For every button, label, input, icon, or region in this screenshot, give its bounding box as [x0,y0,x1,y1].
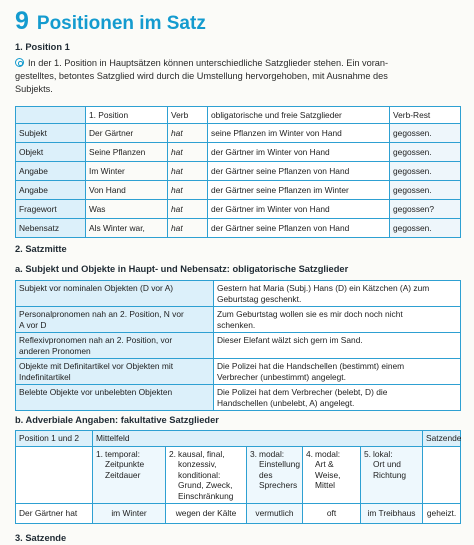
table-row [16,181,461,200]
example-cell [214,281,461,307]
example-cell [214,333,461,359]
rule-cell [16,359,214,385]
row-verb-rest: gegossen. [390,219,461,238]
example-cell: geheizt. [423,504,461,524]
col-line: Art & Weise, [315,459,341,480]
col-line: Richtung [373,469,407,480]
rule-line: Belebte Objekte vor unbelebten Objekten [19,387,173,397]
spiral-icon [15,58,24,67]
table-row [16,143,461,162]
col-number: 2. [169,448,176,459]
row-verb-rest: gegossen. [390,162,461,181]
table-row [16,162,461,181]
example-row [16,504,461,524]
col-line: temporal: [105,448,140,459]
intro-line-3: Subjekts. [15,84,53,94]
table-header-row [16,431,461,447]
chapter-title: Positionen im Satz [36,13,206,34]
intro-paragraph [15,57,465,96]
col-line: Zeitpunkte [105,459,145,469]
col-line: modal: [315,448,341,459]
rule-cell [16,385,214,411]
table-row [16,219,461,238]
intro-line-1: In der 1. Position in Hauptsätzen können unterschiedliche Satzglieder stehen. Ein voran- [28,58,389,68]
row-verb: hat [168,143,208,162]
row-satzglieder: der Gärtner seine Pflanzen im Winter [208,181,390,200]
example-line: Dieser Elefant wälzt sich gern im Sand. [217,335,363,345]
example-cell: oft [303,504,361,524]
mittelfeld-header: Mittelfeld [93,431,423,447]
example-line: Geburtstag geschenkt. [217,293,302,304]
rule-line: anderen Pronomen [19,345,91,356]
col-line: Sprechers [259,480,298,490]
rule-cell [16,281,214,307]
satzende-header: Satzende [423,431,461,447]
row-verb: hat [168,200,208,219]
intro-line-2: gestelltes, betontes Satzglied wird durch die Umstellung hervorgehoben, mit Ausnahme des [15,71,388,81]
example-line: Handschellen (unbelebt, A) angelegt. [217,397,355,408]
row-verb-rest: gegossen? [390,200,461,219]
example-cell: vermutlich [247,504,303,524]
header-cell: Verb-Rest [390,107,461,124]
col-number: 3. [250,448,257,459]
header-cell: Verb [168,107,208,124]
example-line: Die Polizei hat die Handschellen (bestimmt) einem [217,361,405,371]
row-verb: hat [168,124,208,143]
col-line: konzessiv, [178,459,217,469]
mittelfeld-col-3 [247,446,303,504]
table-header-row [16,107,461,124]
col-line: des [259,469,273,480]
example-cell: wegen der Kälte [166,504,247,524]
col-line: Grund, Zweck, [178,480,233,490]
satzmitte-b-table [15,430,461,524]
section-2-heading: 2. Satzmitte [15,244,67,254]
row-position-1: Der Gärtner [86,124,168,143]
col-number: 5. [364,448,371,459]
rule-line: Objekte mit Definitartikel vor Objekten mit [19,361,174,371]
rule-line: Subjekt vor nominalen Objekten (D vor A) [19,283,174,293]
section-2b-heading: b. Adverbiale Angaben: fakultative Satzglieder [15,415,219,425]
example-line: Die Polizei hat dem Verbrecher (belebt, D) die [217,387,388,397]
row-satzglieder: der Gärtner im Winter von Hand [208,143,390,162]
col-line: Einstellung [259,459,300,469]
col-line: lokal: [373,448,393,459]
row-verb-rest: gegossen. [390,143,461,162]
row-verb: hat [168,181,208,200]
row-type: Angabe [16,181,86,200]
row-type: Subjekt [16,124,86,143]
example-line: Verbrecher (unbestimmt) angelegt. [217,371,346,382]
row-position-1: Von Hand [86,181,168,200]
section-1-heading: 1. Position 1 [15,42,70,52]
header-cell: 1. Position [86,107,168,124]
mittelfeld-col-4 [303,446,361,504]
row-position-1: Was [86,200,168,219]
row-verb: hat [168,219,208,238]
row-verb-rest: gegossen. [390,181,461,200]
table-row [16,307,461,333]
example-cell: im Winter [93,504,166,524]
table-row [16,124,461,143]
table-row [16,446,461,504]
example-cell: Der Gärtner hat [16,504,93,524]
table-row [16,200,461,219]
rule-line: Indefinitartikel [19,371,71,382]
position-1-2-header: Position 1 und 2 [16,431,93,447]
row-verb-rest: gegossen. [390,124,461,143]
table-row [16,359,461,385]
example-line: Zum Geburtstag wollen sie es mir doch noch nicht [217,309,403,319]
example-line: schenken. [217,319,256,330]
col-line: Mittel [315,480,336,490]
col-line: Zeitdauer [105,469,141,480]
empty-cell [16,446,93,504]
header-cell [16,107,86,124]
col-line: Ort und [373,459,401,469]
rule-line: Reflexivpronomen nah an 2. Position, vor [19,335,173,345]
row-type: Fragewort [16,200,86,219]
section-2a-heading: a. Subjekt und Objekte in Haupt- und Nebensatz: obligatorische Satzglieder [15,264,349,274]
row-position-1: Als Winter war, [86,219,168,238]
example-cell [214,359,461,385]
col-line: Einschränkung [178,490,234,501]
satzmitte-a-table [15,280,461,411]
row-satzglieder: seine Pflanzen im Winter von Hand [208,124,390,143]
mittelfeld-col-1 [93,446,166,504]
col-number: 4. [306,448,313,459]
col-line: modal: [259,448,285,459]
example-cell [214,385,461,411]
empty-cell [423,446,461,504]
table-row [16,333,461,359]
col-line: konditional: [178,469,221,480]
mittelfeld-col-5 [361,446,423,504]
example-cell [214,307,461,333]
rule-cell [16,333,214,359]
row-type: Angabe [16,162,86,181]
header-cell: obligatorische und freie Satzglieder [208,107,390,124]
row-verb: hat [168,162,208,181]
col-line: kausal, final, [178,448,225,459]
example-cell: im Treibhaus [361,504,423,524]
row-satzglieder: der Gärtner seine Pflanzen von Hand [208,219,390,238]
table-row [16,281,461,307]
row-satzglieder: der Gärtner seine Pflanzen von Hand [208,162,390,181]
row-position-1: Seine Pflanzen [86,143,168,162]
chapter-heading [15,7,206,36]
table-row [16,385,461,411]
rule-line: Personalpronomen nah an 2. Position, N vor [19,309,184,319]
section-3-heading: 3. Satzende [15,533,67,543]
example-line: Gestern hat Maria (Subj.) Hans (D) ein Kätzchen (A) zum [217,283,430,293]
position-1-table [15,106,461,238]
row-type: Objekt [16,143,86,162]
col-number: 1. [96,448,103,459]
rule-line: A vor D [19,319,47,330]
rule-cell [16,307,214,333]
row-satzglieder: der Gärtner im Winter von Hand [208,200,390,219]
mittelfeld-col-2 [166,446,247,504]
row-type: Nebensatz [16,219,86,238]
chapter-number: 9 [15,7,29,35]
row-position-1: Im Winter [86,162,168,181]
